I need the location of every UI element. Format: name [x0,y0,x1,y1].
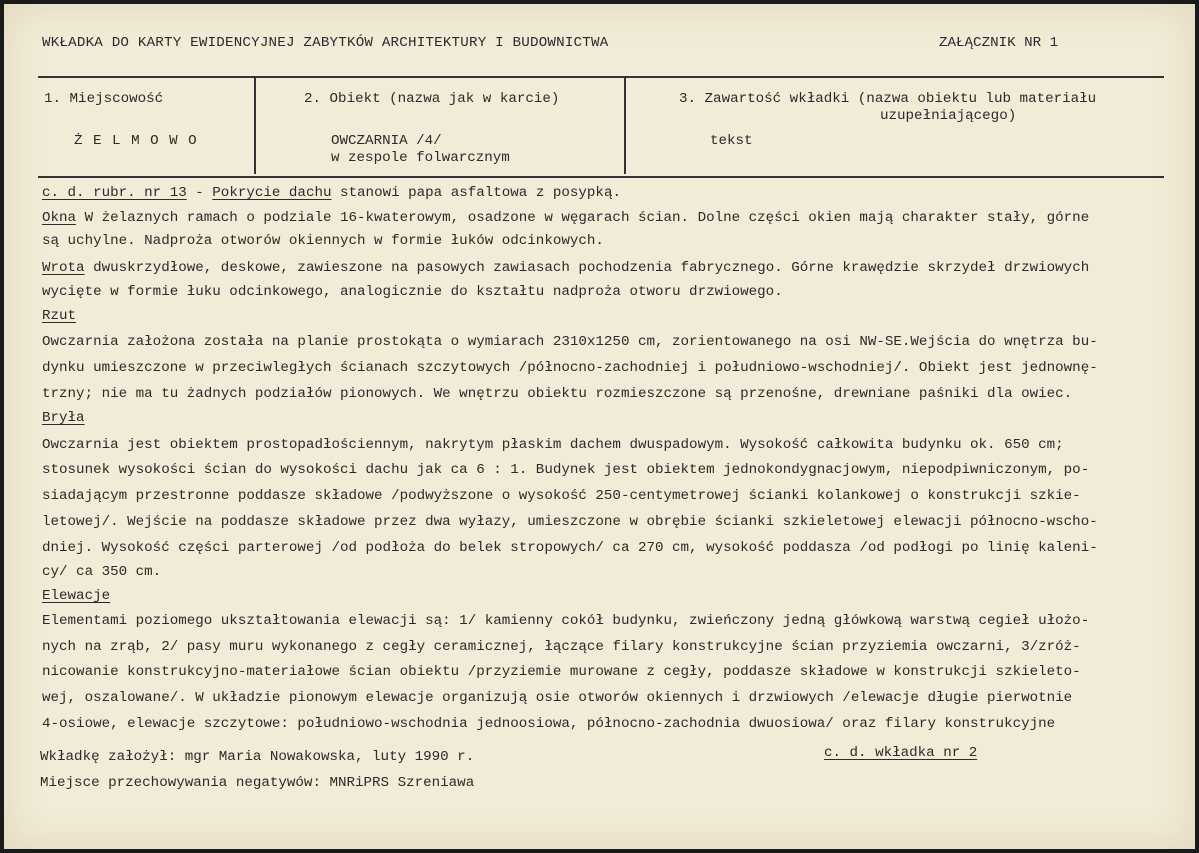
body-line-bryla-2: stosunek wysokości ścian do wysokości dachu jak ca 6 : 1. Budynek jest obiektem jednokondygnacjowym, niepodpiwniczonym, po- [42,462,1090,478]
col2-value-line1: OWCZARNIA /4/ [331,133,442,149]
body-line-bryla-4: letowej/. Wejście na poddasze składowe przez dwa wyłazy, umieszczone w obrębie ścianki szkieletowej elewacji północno-wscho- [42,514,1098,530]
col2-label: 2. Obiekt (nazwa jak w karcie) [304,91,560,107]
col2-value-line2: w zespole folwarcznym [331,150,510,166]
okna-text-1: W żelaznych ramach o podziale 16-kwaterowym, osadzone w węgarach ścian. Dolne części okien mają charakter stały, górne [76,210,1090,226]
body-line-okna-1 [42,209,1089,227]
roof-text: stanowi papa asfaltowa z posypką. [331,185,621,201]
wrota-text-1: dwuskrzydłowe, deskowe, zawieszone na pasowych zawiasach pochodzenia fabrycznego. Górne krawędzie skrzydeł drzwiowych [84,260,1090,276]
col3-label-line2: uzupełniającego) [880,108,1017,124]
body-line-rzut-2: dynku umieszczone w przeciwległych ścianach szczytowych /północno-zachodniej i południowo-wschodniej/. Obiekt jest jednownę- [42,360,1098,376]
okna-heading: Okna [42,210,77,226]
body-line-bryla-6: cy/ ca 350 cm. [42,564,162,580]
separator: - [186,185,213,201]
rubric-reference: c. d. rubr. nr 13 [42,185,187,201]
table-divider-1 [254,76,256,174]
body-line-okna-2: są uchylne. Nadproża otworów okiennych w formie łuków odcinkowych. [42,233,604,249]
table-divider-2 [624,76,626,174]
body-line-elew-2: nych na zrąb, 2/ pasy muru wykonanego z cegły ceramicznej, łączące filary konstrukcyjne ścian przyziemia owczarni, 3/zróż- [42,639,1081,655]
col1-label: 1. Miejscowość [44,91,164,107]
body-line-wrota-1 [42,259,1089,277]
col3-label-line1: 3. Zawartość wkładki (nazwa obiektu lub materiału [679,91,1097,107]
body-line-elew-5: 4-osiowe, elewacje szczytowe: południowo-wschodnia jednoosiowa, północno-zachodnia dwuosiowa/ oraz filary konstrukcyjne [42,716,1056,732]
body-line-rzut-3: trzny; nie ma tu żadnych podziałów pionowych. We wnętrzu obiektu rozmieszczone są przenośne, drewniane paśniki dla owiec. [42,386,1073,402]
body-line-rzut-1: Owczarnia założona została na planie prostokąta o wymiarach 2310x1250 cm, zorientowanego na osi NW-SE.Wejścia do wnętrza bu- [42,334,1098,350]
elewacje-heading: Elewacje [42,588,111,604]
body-line-bryla-3: siadającym przestronne poddasze składowe /podwyższone o wysokość 250-centymetrowej ścianki kolankowej o konstrukcji szkie- [42,488,1081,504]
col3-value: tekst [710,133,753,149]
body-line-bryla-5: dniej. Wysokość części parterowej /od podłoża do belek stropowych/ ca 270 cm, wysokość poddasza /od podłogi po linię kaleni- [42,540,1098,556]
body-line-bryla-1: Owczarnia jest obiektem prostopadłościennym, nakrytym płaskim dachem dwuspadowym. Wysokość całkowita budynku ok. 650 cm; [42,437,1064,453]
body-line-elew-3: nicowanie konstrukcyjno-materiałowe ścian obiektu /przyziemie murowane z cegły, poddasze składowe w konstrukcji szkieleto- [42,664,1081,680]
document-sheet [4,4,1195,849]
negatives-location: Miejsce przechowywania negatywów: MNRiPRS Szreniawa [40,775,475,791]
continuation-note: c. d. wkładka nr 2 [824,745,978,761]
table-bottom-rule [38,176,1164,178]
roof-heading: Pokrycie dachu [212,185,332,201]
body-line-wrota-2: wycięte w formie łuku odcinkowego, analogicznie do kształtu nadproża otworu drzwiowego. [42,284,783,300]
body-line-elew-4: wej, oszalowane/. W układzie pionowym elewacje organizują osie otworów okiennych i drzwiowych /elewacje długie pierwotnie [42,690,1073,706]
rzut-heading: Rzut [42,308,77,324]
document-title: WKŁADKA DO KARTY EWIDENCYJNEJ ZABYTKÓW ARCHITEKTURY I BUDOWNICTWA [42,35,609,51]
col1-value: Ż E L M O W O [74,133,198,149]
author-line: Wkładkę założył: mgr Maria Nowakowska, luty 1990 r. [40,749,475,765]
wrota-heading: Wrota [42,260,85,276]
bryla-heading: Bryła [42,410,85,426]
annex-label: ZAŁĄCZNIK NR 1 [939,35,1059,51]
body-line-elew-1: Elementami poziomego ukształtowania elewacji są: 1/ kamienny cokół budynku, zwieńczony jedną główkową warstwą cegieł ułożo- [42,613,1090,629]
body-line-roof [42,184,621,202]
